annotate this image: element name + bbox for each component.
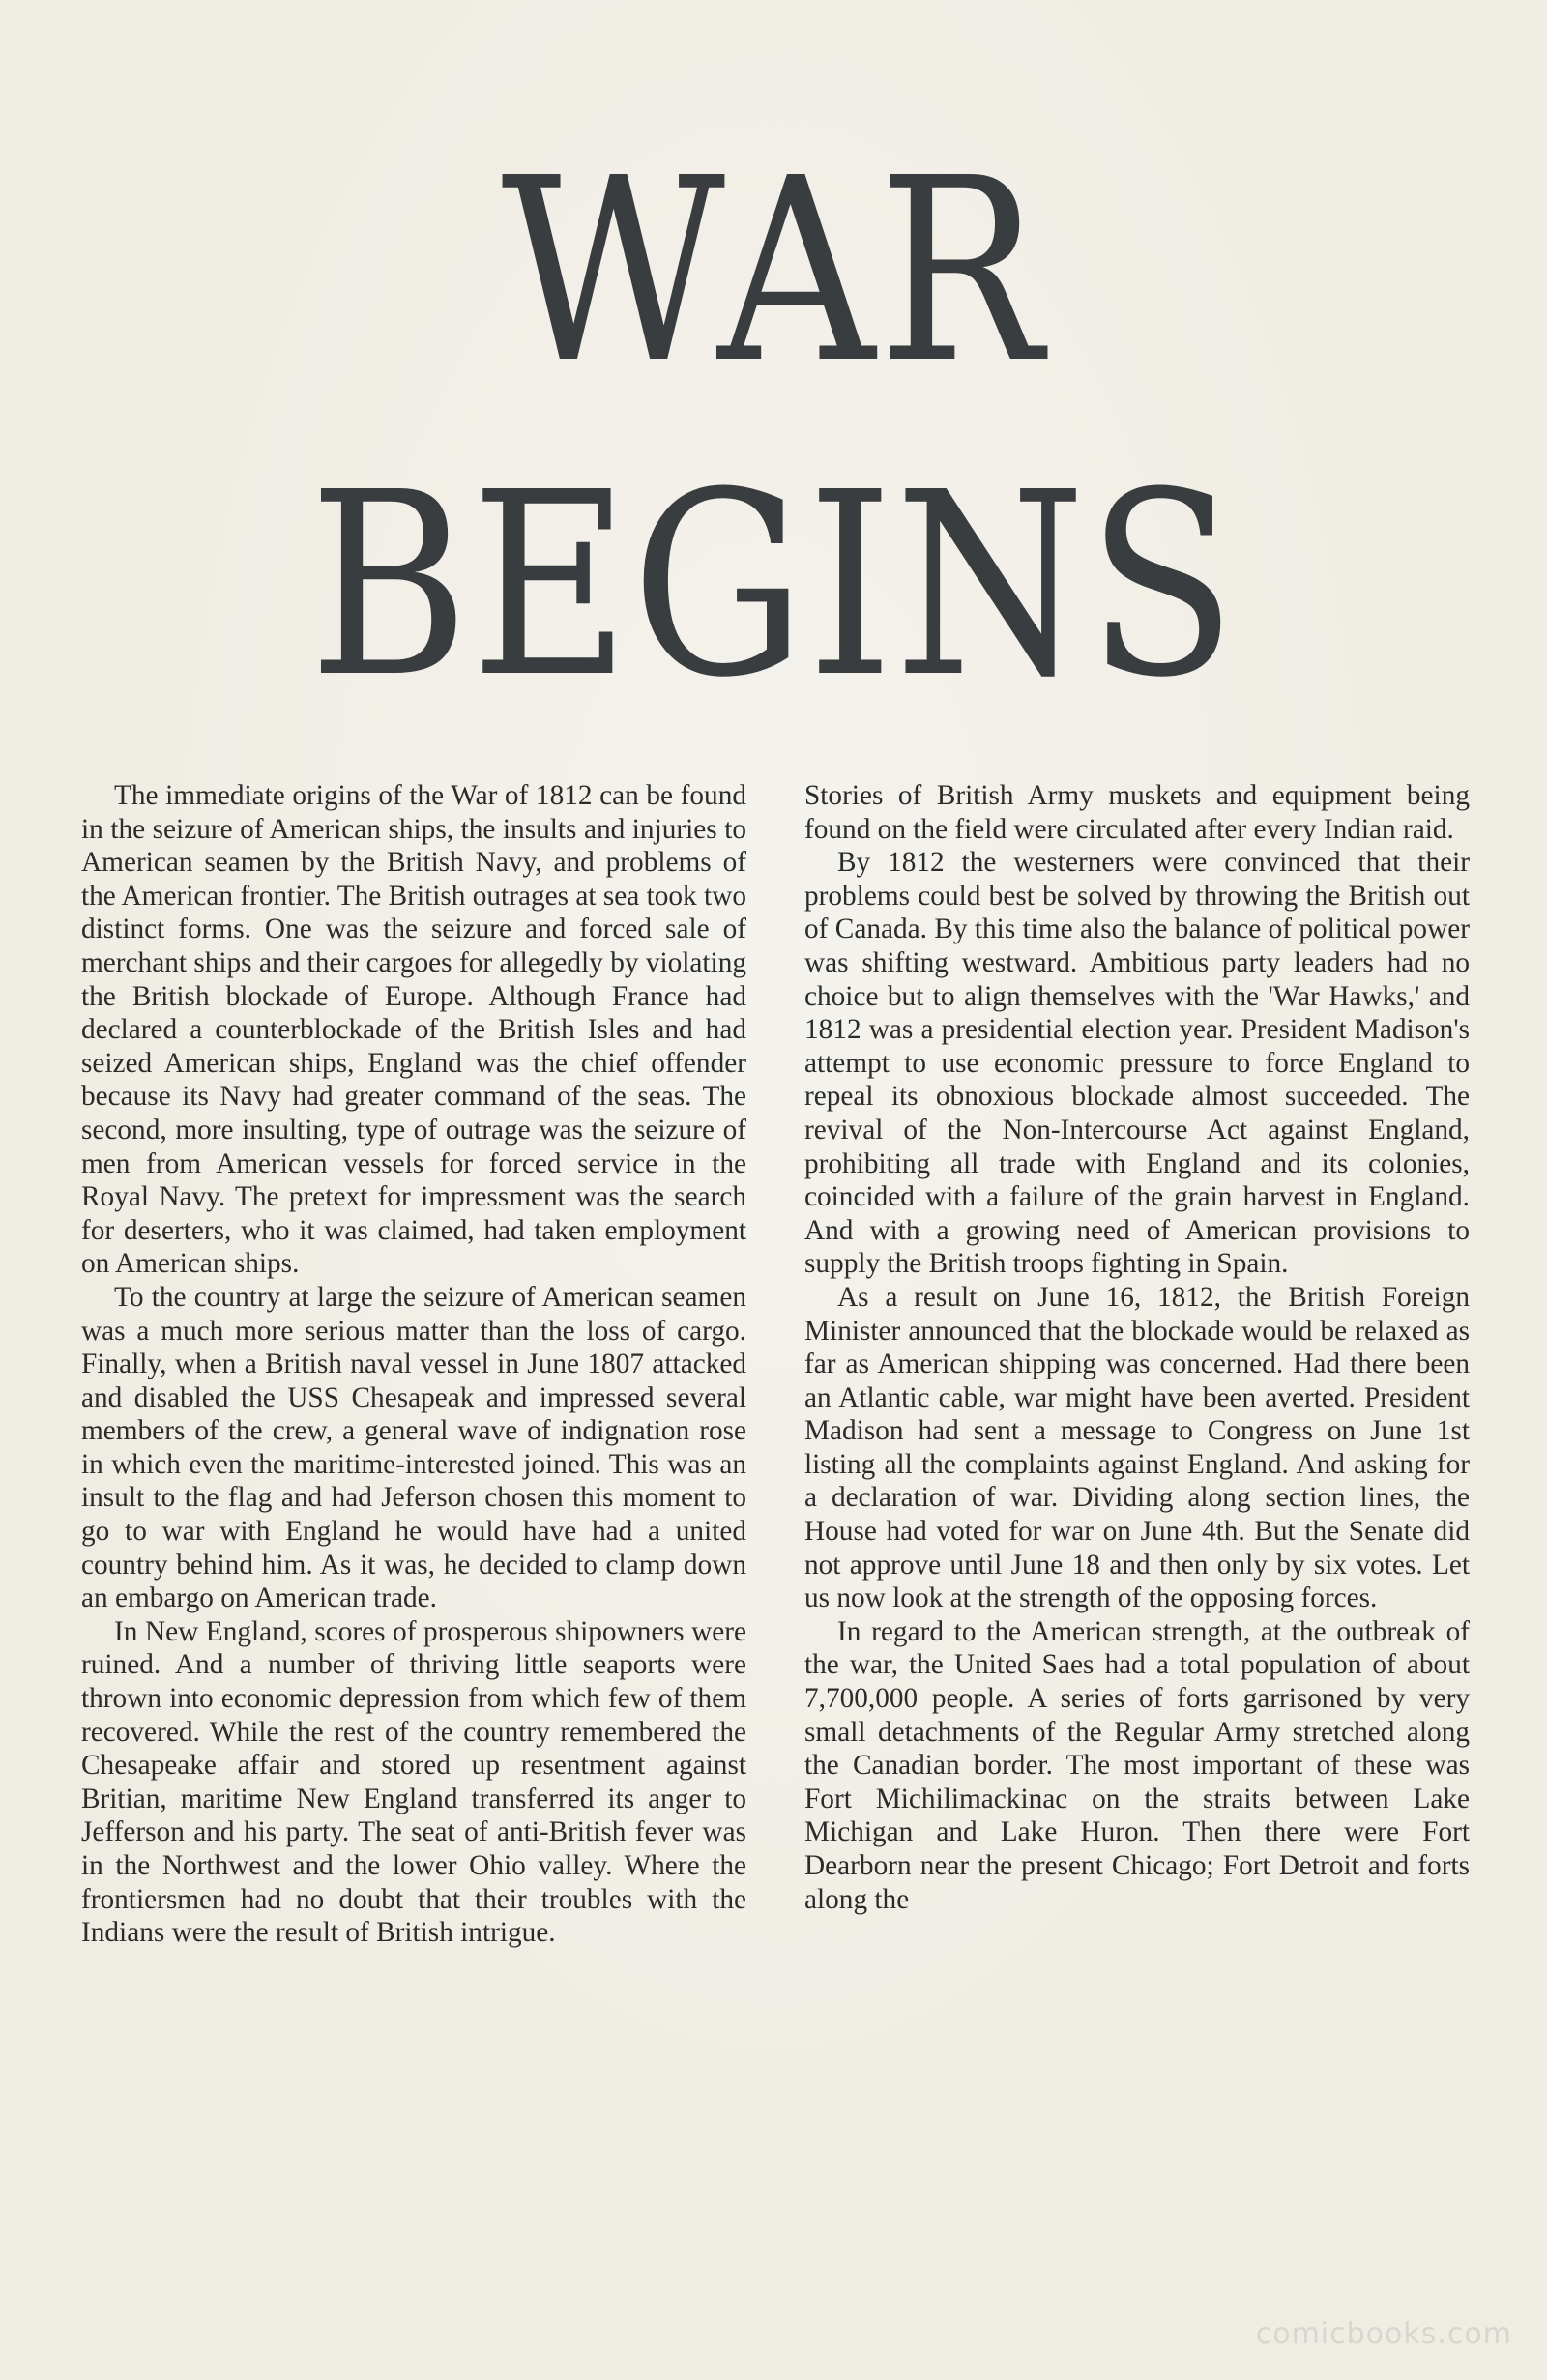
page-title-line-1: WAR — [501, 124, 1046, 419]
right-paragraph-3: In regard to the American strength, at the outbreak of the war, the United Saes had a total population of about 7,700,000 people. A series of forts garrisoned by very small detachments of the Regular Army stretched along the Canadian border. The most important of these was Fort Michilimackinac on the straits between Lake Michigan and Lake Huron. Then there were Fort Dearborn near the present Chicago; Fort Detroit and forts along the — [804, 1615, 1470, 1915]
right-paragraph-continuation: Stories of British Army muskets and equipment being found on the field were circulated after every Indian raid. — [804, 780, 1470, 845]
left-paragraph-3: In New England, scores of prosperous shipowners were ruined. And a number of thriving little seaports were thrown into economic depression from which few of them recovered. While the rest of the country remembered the Chesapeake affair and stored up resentment against Britian, maritime New England transferred its anger to Jefferson and his party. The seat of anti-British fever was in the Northwest and the lower Ohio valley. Where the frontiersmen had no doubt that their troubles with the Indians were the result of British intrigue. — [81, 1615, 746, 1949]
left-paragraph-1: The immediate origins of the War of 1812 can be found in the seizure of American ships, the insults and injuries to American seamen by the British Navy, and problems of the American frontier. The British outrages at sea took two distinct forms. One was the seizure and forced sale of merchant ships and their cargoes for allegedly by violating the British blockade of Europe. Although France had declared a counterblockade of the British Isles and had seized American ships, England was the chief offender because its Navy had greater command of the seas. The second, more insulting, type of outrage was the seizure of men from American vessels for forced service in the Royal Navy. The pretext for impressment was the search for deserters, who it was claimed, had taken employment on American ships. — [81, 780, 746, 1280]
page-title-line-2: BEGINS — [308, 438, 1239, 733]
right-paragraph-1: By 1812 the westerners were convinced that their problems could best be solved by throwing the British out of Canada. By this time also the balance of political power was shifting westward. Ambitious party leaders had no choice but to align themselves with the 'War Hawks,' and 1812 was a presidential election year. President Madison's attempt to use economic pressure to force England to repeal its obnoxious blockade almost succeeded. The revival of the Non-Intercourse Act against England, prohibiting all trade with England and its colonies, coincided with a failure of the grain harvest in England. And with a growing need of American provisions to supply the British troops fighting in Spain. — [804, 847, 1470, 1280]
right-column — [804, 779, 1470, 1916]
left-paragraph-2: To the country at large the seizure of American seamen was a much more serious matter than the loss of cargo. Finally, when a British naval vessel in June 1807 attacked and disabled the USS Chesapeak and impressed several members of the crew, a general wave of indignation rose in which even the maritime-interested joined. This was an insult to the flag and had Jeferson chosen this moment to go to war with England he would have had a united country behind him. As it was, he decided to clamp down an embargo on American trade. — [81, 1281, 746, 1614]
source-watermark: comicbooks.com — [1255, 2317, 1512, 2351]
right-paragraph-2: As a result on June 16, 1812, the British Foreign Minister announced that the blockade would be relaxed as far as American shipping was concerned. Had there been an Atlantic cable, war might have been averted. President Madison had sent a message to Congress on June 1st listing all the complaints against England. And asking for a declaration of war. Dividing along section lines, the House had voted for war on June 4th. But the Senate did not approve until June 18 and then only by six votes. Let us now look at the strength of the opposing forces. — [804, 1281, 1470, 1614]
left-column — [81, 779, 746, 1950]
